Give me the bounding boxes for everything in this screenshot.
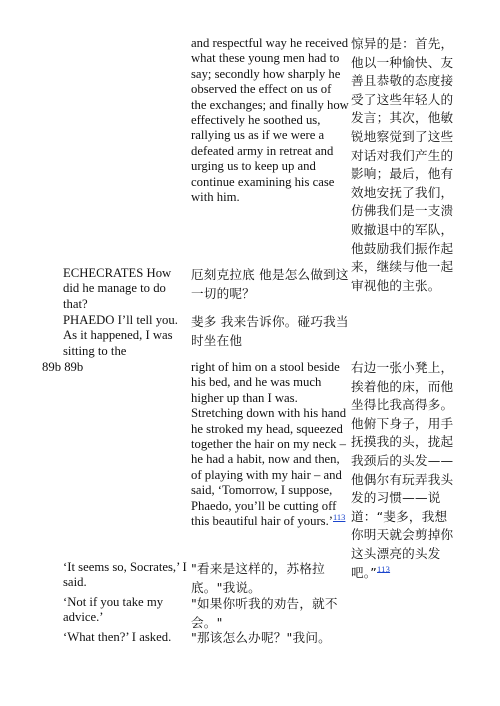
english-text: How did he manage to do that? [63,266,172,311]
english-text: and respectful way he received what these young men had to say; secondly how sharply he observed the effect on us of the exchanges; and finally how effectively he soothed us, rallying us as if we were a defeated army in retreat and urging us to keep up and continue examining his case with him. [191,36,349,205]
section-marker [42,360,83,375]
chinese-text: "如果你听我的劝告，就不会。" [191,596,338,630]
english-text: ‘Not if you take my advice.’ [63,595,164,625]
chinese-text: "看来是这样的，苏格拉底。"我说。 [191,561,325,595]
chinese-paragraph [191,560,351,597]
english-paragraph [63,630,189,645]
english-paragraph [191,36,349,205]
footnote-link[interactable]: 113 [377,563,391,574]
speaker-name: ECHECRATES [63,266,144,280]
english-text: I’ll tell you. As it happened, I was sitting to the [63,313,178,358]
chinese-paragraph [351,35,460,295]
speaker-line [63,266,183,312]
speaker-line [63,313,178,359]
english-paragraph [63,595,178,626]
section-marker-a: 89b [42,360,62,374]
english-text: ‘It seems so, Socrates,’ I said. [63,560,187,590]
english-text: ‘What then?’ I asked. [63,630,172,644]
chinese-text: "那该怎么办呢？"我问。 [191,630,331,645]
chinese-paragraph [191,595,351,632]
chinese-text: 右边一张小凳上，挨着他的床，而他坐得比我高得多。他俯下身子，用手抚摸我的头，拢起我颈后的头发——他偶尔有玩弄我头发的习惯——说道：“斐多，我想你明天就会剪掉你这头漂亮的头发吧。” [351,360,454,580]
chinese-text: 斐多 我来告诉你。碰巧我当时坐在他 [191,314,349,348]
english-paragraph [63,560,189,591]
chinese-paragraph [191,313,353,350]
chinese-paragraph [351,359,460,582]
speaker-name: PHAEDO [63,313,115,327]
chinese-paragraph [191,629,351,648]
english-text: right of him on a stool beside his bed, and he was much higher up than I was. Stretching down with his hand he stroked my head, squeezed together the hair on my neck – he had a habit, now and then, of playing with my hair – and said, ‘Tomorrow, I suppose, Phaedo, you’ll be cutting off this beautiful hair of yours.’ [191,360,347,529]
chinese-paragraph [191,266,351,303]
english-paragraph [191,360,349,529]
section-marker-b: 89b [64,360,84,374]
chinese-text: 厄刻克拉底 他是怎么做到这一切的呢？ [191,267,349,301]
footnote-link[interactable]: 113 [333,511,346,522]
chinese-text: 惊异的是：首先，他以一种愉快、友善且恭敬的态度接受了这些年轻人的发言；其次，他敏锐地察觉到了这些对话对我们产生的影响；最后，他有效地安抚了我们，仿佛我们是一支溃败撤退中的军队，他鼓励我们振作起来，继续与他一起审视他的主张。 [351,36,454,293]
